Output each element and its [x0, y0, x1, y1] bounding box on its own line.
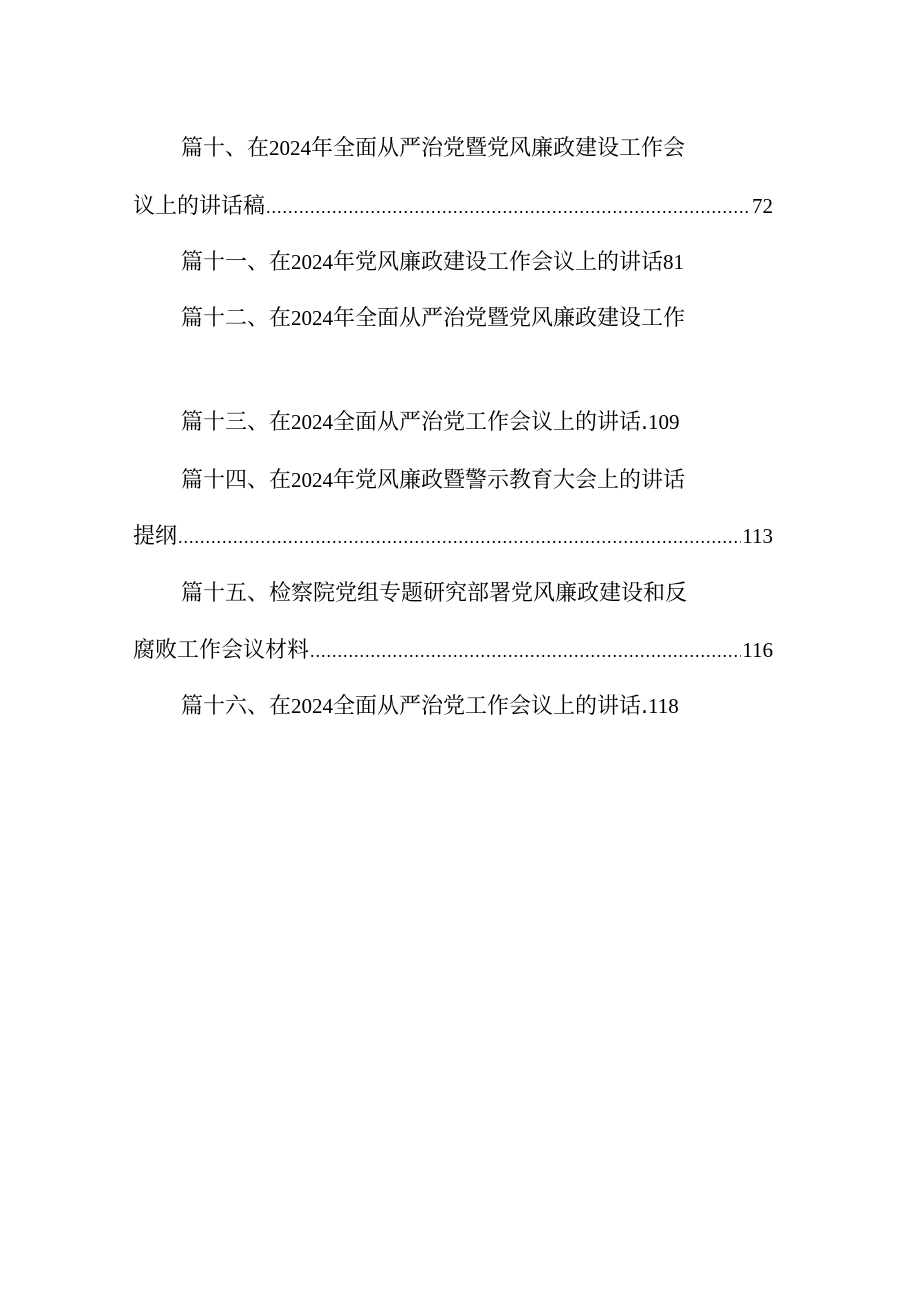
toc-entry-text: 腐败工作会议材料 [133, 638, 310, 663]
toc-page-number: 118 [648, 694, 679, 718]
toc-page-number: 109 [648, 410, 680, 434]
toc-entry-10-line2[interactable] [133, 186, 773, 226]
toc-entry-text: 篇十六、在 [181, 694, 292, 719]
toc-entry-13[interactable] [181, 402, 680, 442]
toc-page-number: 116 [742, 638, 773, 662]
toc-entry-11[interactable] [181, 242, 684, 282]
toc-page-number: 113 [742, 524, 773, 548]
toc-entry-12[interactable] [181, 298, 685, 338]
toc-entry-year: 2024 [291, 468, 334, 492]
toc-entry-text: 议上的讲话稿 [133, 194, 266, 219]
toc-entry-year: 2024 [269, 136, 312, 160]
toc-entry-year: 2024 [291, 410, 334, 434]
toc-entry-text: 篇十一、在 [181, 250, 292, 275]
toc-entry-text: 年全面从严治党暨党风廉政建设工作会 [311, 136, 686, 161]
dot-leader [310, 631, 741, 671]
toc-entry-text: 篇十五、检察院党组专题研究部署党风廉政建设和反 [181, 581, 688, 606]
toc-entry-14-line1[interactable] [181, 460, 685, 500]
toc-page-number: 72 [752, 194, 773, 218]
toc-entry-text: 年党风廉政建设工作会议上的讲话 [333, 250, 664, 275]
dot-leader [266, 187, 751, 227]
toc-entry-14-line2[interactable] [133, 516, 773, 556]
toc-entry-year: 2024 [291, 250, 334, 274]
toc-entry-text: 全面从严治党工作会议上的讲话. [333, 694, 649, 719]
toc-entry-text: 篇十三、在 [181, 410, 292, 435]
toc-entry-text: 篇十二、在 [181, 306, 292, 331]
toc-entry-year: 2024 [291, 694, 334, 718]
toc-entry-text: 全面从严治党工作会议上的讲话. [333, 410, 649, 435]
toc-entry-text: 提纲 [133, 524, 178, 549]
toc-entry-16[interactable] [181, 686, 679, 726]
toc-entry-text: 年全面从严治党暨党风廉政建设工作 [333, 306, 686, 331]
toc-entry-text: 篇十四、在 [181, 468, 292, 493]
toc-entry-text: 篇十、在 [181, 136, 270, 161]
toc-page-number: 81 [663, 250, 685, 274]
toc-entry-15-line1[interactable] [181, 574, 687, 614]
toc-entry-15-line2[interactable] [133, 630, 773, 670]
toc-entry-10-line1[interactable] [181, 128, 685, 168]
dot-leader [178, 517, 741, 557]
toc-entry-year: 2024 [291, 306, 334, 330]
toc-entry-text: 年党风廉政暨警示教育大会上的讲话 [333, 468, 686, 493]
